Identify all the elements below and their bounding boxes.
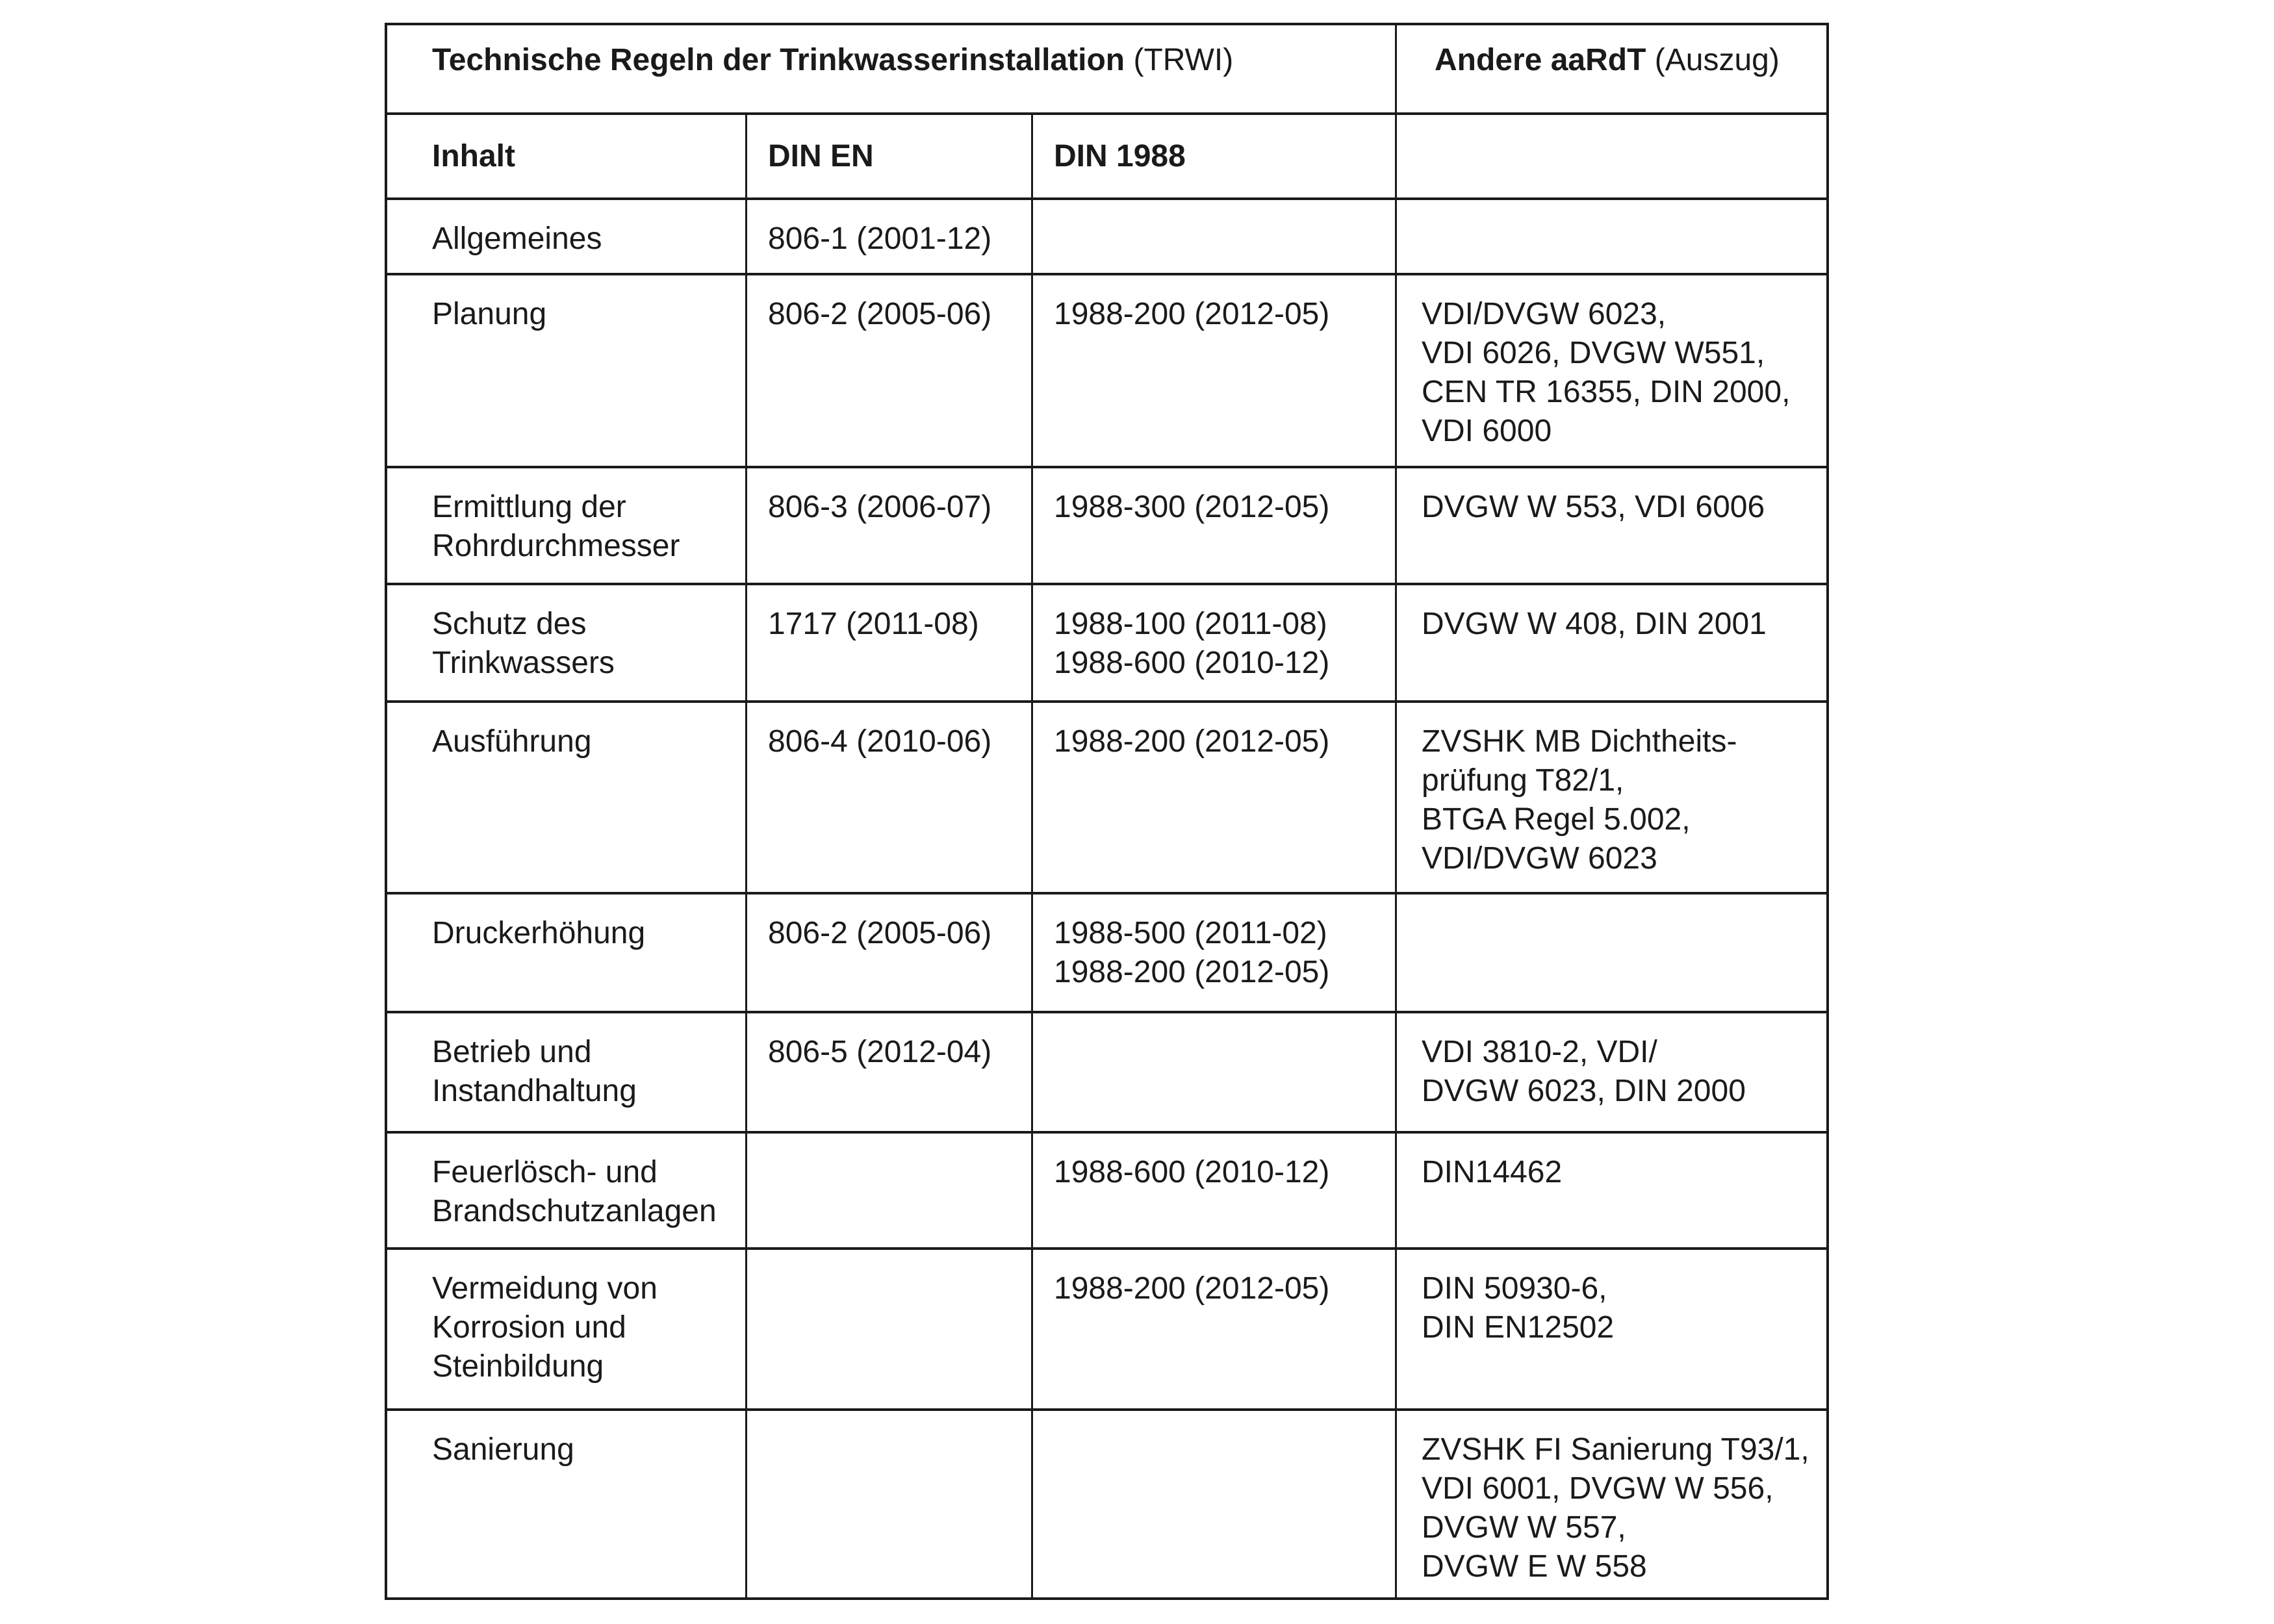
cell-din-1988: 1988-300 (2012-05)	[1054, 490, 1330, 524]
cell-andere	[1396, 199, 1829, 274]
cell-inhalt: Betrieb und Instandhaltung	[432, 1035, 637, 1108]
cell-din-1988: 1988-600 (2010-12)	[1054, 1155, 1330, 1189]
cell-andere: ZVSHK MB Dichtheits- prüfung T82/1, BTGA Regel 5.002, VDI/DVGW 6023	[1422, 724, 1737, 876]
cell-din-1988: 1988-200 (2012-05)	[1054, 1271, 1330, 1306]
cell-andere: DIN14462	[1422, 1155, 1563, 1189]
cell-din-1988	[1032, 199, 1396, 274]
cell-inhalt: Ermittlung der Rohrdurchmesser	[432, 490, 680, 563]
cell-inhalt: Druckerhöhung	[432, 916, 646, 950]
cell-din-en	[746, 1132, 1032, 1249]
cell-din-1988: 1988-200 (2012-05)	[1054, 724, 1330, 759]
cell-andere: DVGW W 553, VDI 6006	[1422, 490, 1765, 524]
cell-din-en: 806-2 (2005-06)	[768, 297, 992, 331]
cell-din-en: 806-5 (2012-04)	[768, 1035, 992, 1069]
cell-din-1988	[1032, 1012, 1396, 1132]
cell-inhalt: Ausführung	[432, 724, 592, 759]
column-header-din-en: DIN EN	[768, 139, 874, 173]
cell-andere: ZVSHK FI Sanierung T93/1, VDI 6001, DVGW W 556, DVGW W 557, DVGW E W 558	[1422, 1432, 1809, 1584]
cell-inhalt: Schutz des Trinkwassers	[432, 607, 615, 680]
cell-andere: VDI 3810-2, VDI/ DVGW 6023, DIN 2000	[1422, 1035, 1746, 1108]
cell-din-1988	[1032, 1410, 1396, 1600]
cell-din-en: 1717 (2011-08)	[768, 607, 979, 641]
header-trwi-title: Technische Regeln der Trinkwasserinstallation	[432, 43, 1125, 77]
cell-din-1988: 1988-500 (2011-02) 1988-200 (2012-05)	[1054, 916, 1330, 989]
cell-din-1988: 1988-200 (2012-05)	[1054, 297, 1330, 331]
cell-din-en	[746, 1410, 1032, 1600]
cell-din-en	[746, 1249, 1032, 1410]
cell-andere	[1396, 893, 1829, 1012]
cell-inhalt: Allgemeines	[432, 222, 602, 256]
header-andere-title: Andere aaRdT	[1435, 43, 1646, 77]
cell-inhalt: Planung	[432, 297, 547, 331]
cell-din-en: 806-4 (2010-06)	[768, 724, 992, 759]
cell-andere: DVGW W 408, DIN 2001	[1422, 607, 1767, 641]
header-trwi	[385, 23, 1395, 114]
cell-inhalt: Feuerlösch- und Brandschutzanlagen	[432, 1155, 717, 1228]
cell-din-en: 806-1 (2001-12)	[768, 222, 992, 256]
cell-andere: VDI/DVGW 6023, VDI 6026, DVGW W551, CEN TR 16355, DIN 2000, VDI 6000	[1422, 297, 1791, 448]
header-andere	[1396, 23, 1829, 114]
cell-din-en: 806-3 (2006-07)	[768, 490, 992, 524]
cell-inhalt: Sanierung	[432, 1432, 574, 1467]
cell-din-en: 806-2 (2005-06)	[768, 916, 992, 950]
column-header-din-1988: DIN 1988	[1054, 139, 1186, 173]
cell-andere: DIN 50930-6, DIN EN12502	[1422, 1271, 1615, 1345]
column-header-andere	[1396, 114, 1829, 199]
header-trwi-suffix: (TRWI)	[1133, 43, 1234, 77]
cell-inhalt: Vermeidung von Korrosion und Steinbildung	[432, 1271, 658, 1384]
header-andere-suffix: (Auszug)	[1654, 43, 1780, 77]
column-header-inhalt: Inhalt	[432, 139, 515, 173]
cell-din-1988: 1988-100 (2011-08) 1988-600 (2010-12)	[1054, 607, 1330, 680]
